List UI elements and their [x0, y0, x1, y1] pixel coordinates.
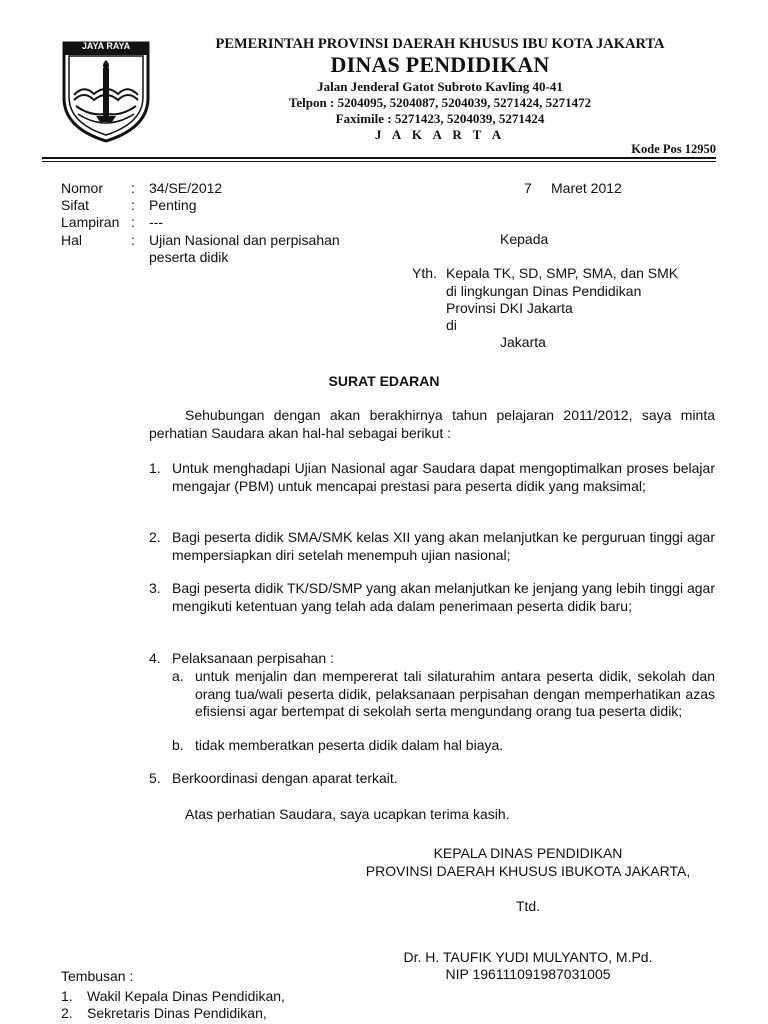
- kepada-label: Kepada: [500, 231, 549, 247]
- department-name: DINAS PENDIDIKAN: [330, 52, 550, 77]
- office-address: Jalan Jenderal Gatot Subroto Kavling 40-41: [317, 79, 563, 94]
- subitem-text-b: tidak memberatkan peserta didik dalam hal biaya.: [195, 737, 504, 753]
- signatory-name: Dr. H. TAUFIK YUDI MULYANTO, M.Pd.: [403, 949, 653, 965]
- hal-label: Hal: [61, 232, 83, 248]
- logo-text: JAYA RAYA: [81, 41, 131, 51]
- hal-colon: :: [131, 232, 135, 248]
- item-number-2: 2.: [149, 529, 161, 545]
- hal-value-line1: Ujian Nasional dan perpisahan: [149, 232, 340, 248]
- cc-item-1: Wakil Kepala Dinas Pendidikan,: [87, 988, 285, 1004]
- addressee-line3: Provinsi DKI Jakarta: [446, 300, 573, 316]
- item-text-2: Bagi peserta didik SMA/SMK kelas XII yang akan melanjutkan ke perguruan tinggi agar mempersiapkan diri setelah menempuh ujian nasional;: [172, 529, 715, 563]
- letterhead-divider-thick: [42, 157, 716, 159]
- signatory-nip: NIP 196111091987031005: [445, 966, 611, 982]
- cc-label: Tembusan :: [61, 968, 134, 984]
- item-number-4: 4.: [149, 650, 161, 666]
- nomor-value: 34/SE/2012: [149, 180, 223, 196]
- item-number-1: 1.: [149, 460, 161, 476]
- lampiran-value: ---: [149, 214, 163, 230]
- hal-value-line2: peserta didik: [149, 249, 229, 265]
- jakarta-emblem-logo: [60, 40, 152, 144]
- addressee-city: Jakarta: [500, 334, 546, 350]
- sifat-value: Penting: [149, 197, 197, 213]
- item-text-4: Pelaksanaan perpisahan :: [172, 650, 334, 666]
- signatory-position-2: PROVINSI DAERAH KHUSUS IBUKOTA JAKARTA,: [365, 863, 691, 879]
- subitem-letter-a: a.: [172, 668, 184, 684]
- item-number-5: 5.: [149, 770, 161, 786]
- city-name: J A K A R T A: [374, 127, 506, 142]
- document-title: SURAT EDARAN: [328, 373, 440, 389]
- lampiran-colon: :: [131, 214, 135, 230]
- government-name: PEMERINTAH PROVINSI DAERAH KHUSUS IBU KOTA JAKARTA: [215, 36, 665, 52]
- sifat-label: Sifat: [61, 197, 90, 213]
- item-number-3: 3.: [149, 580, 161, 596]
- subitem-text-a: untuk menjalin dan mempererat tali silaturahim antara peserta didik, sekolah dan orang tua/wali peserta didik, pelaksanaan perpisahan dengan memperhatikan azas efisiensi agar bertempat di sekolah serta mengundang orang tua peserta didik;: [195, 668, 715, 719]
- letterhead-divider-thin: [42, 161, 716, 162]
- signatory-position-1: KEPALA DINAS PENDIDIKAN: [433, 845, 623, 861]
- cc-item-2: Sekretaris Dinas Pendidikan,: [87, 1005, 267, 1021]
- closing-sentence: Atas perhatian Saudara, saya ucapkan terima kasih.: [185, 806, 510, 822]
- item-text-5: Berkoordinasi dengan aparat terkait.: [172, 770, 398, 786]
- addressee-line1: Kepala TK, SD, SMP, SMA, dan SMK: [446, 265, 679, 281]
- addressee-line4: di: [446, 317, 457, 333]
- postal-code: Kode Pos 12950: [631, 142, 716, 156]
- intro-paragraph: Sehubungan dengan akan berakhirnya tahun pelajaran 2011/2012, saya minta perhatian Saudara akan hal-hal sebagai berikut :: [149, 407, 715, 441]
- nomor-colon: :: [131, 180, 135, 196]
- phone-numbers: Telpon : 5204095, 5204087, 5204039, 5271424, 5271472: [288, 95, 592, 110]
- date-month-year: Maret 2012: [551, 180, 622, 196]
- date-day: 7: [524, 180, 532, 196]
- cc-number-2: 2.: [61, 1005, 73, 1021]
- subitem-letter-b: b.: [172, 737, 184, 753]
- yth-label: Yth.: [412, 265, 437, 281]
- sifat-colon: :: [131, 197, 135, 213]
- fax-numbers: Faximile : 5271423, 5204039, 5271424: [335, 111, 545, 126]
- item-text-1: Untuk menghadapi Ujian Nasional agar Saudara dapat mengoptimalkan proses belajar mengajar (PBM) untuk mencapai prestasi para peserta didik yang maksimal;: [172, 460, 715, 494]
- nomor-label: Nomor: [61, 180, 104, 196]
- addressee-line2: di lingkungan Dinas Pendidikan: [446, 283, 642, 299]
- lampiran-label: Lampiran: [61, 214, 120, 230]
- item-text-3: Bagi peserta didik TK/SD/SMP yang akan melanjutkan ke jenjang yang lebih tinggi agar mengikuti ketentuan yang telah ada dalam penerimaan peserta didik baru;: [172, 580, 715, 614]
- signature-ttd: Ttd.: [515, 898, 541, 914]
- cc-number-1: 1.: [61, 988, 73, 1004]
